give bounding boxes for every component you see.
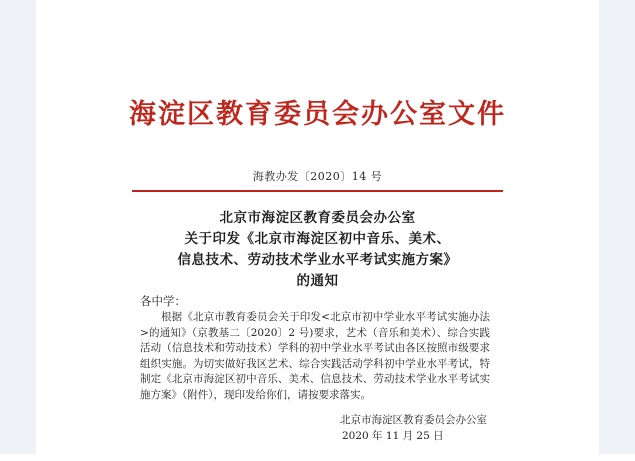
issuing-office: 北京市海淀区教育委员会办公室 (340, 414, 487, 426)
page-right-margin (599, 0, 635, 461)
red-divider-rule (132, 190, 503, 192)
heading-line-1: 北京市海淀区教育委员会办公室 (219, 210, 416, 226)
page-bottom-edge (0, 454, 635, 461)
salutation: 各中学： (140, 294, 186, 308)
signature-block (340, 412, 487, 444)
document-title: 海淀区教育委员会办公室文件 (129, 99, 506, 130)
document-heading (146, 208, 489, 292)
issue-date: 2020 年 11 月 25 日 (342, 430, 444, 442)
heading-line-3: 信息技术、劳动技术学业水平考试实施方案》 (177, 252, 458, 268)
document-number: 海教办发〔2020〕14 号 (252, 170, 383, 183)
document-sheet (36, 0, 599, 461)
heading-line-4: 的通知 (296, 273, 339, 289)
page-left-margin (0, 0, 36, 461)
body-paragraph: 根据《北京市教育委员会关于印发<北京市初中学业水平考试实施办法>的通知》（京教基二〔2020〕2 号)要求，艺术（音乐和美术）、综合实践活动（信息技术和劳动技术）学科的初中学业水平考试由各区按照市级要求组织实施。为切实做好我区艺术、综合实践活动学科初中学业水平考试，特制定《北京市海淀区初中音乐、美术、信息技术、劳动技术学业水平考试实施方案》（附件），现印发给你们，请按要求落实。 (140, 311, 490, 401)
heading-line-2: 关于印发《北京市海淀区初中音乐、美术、 (184, 231, 451, 247)
